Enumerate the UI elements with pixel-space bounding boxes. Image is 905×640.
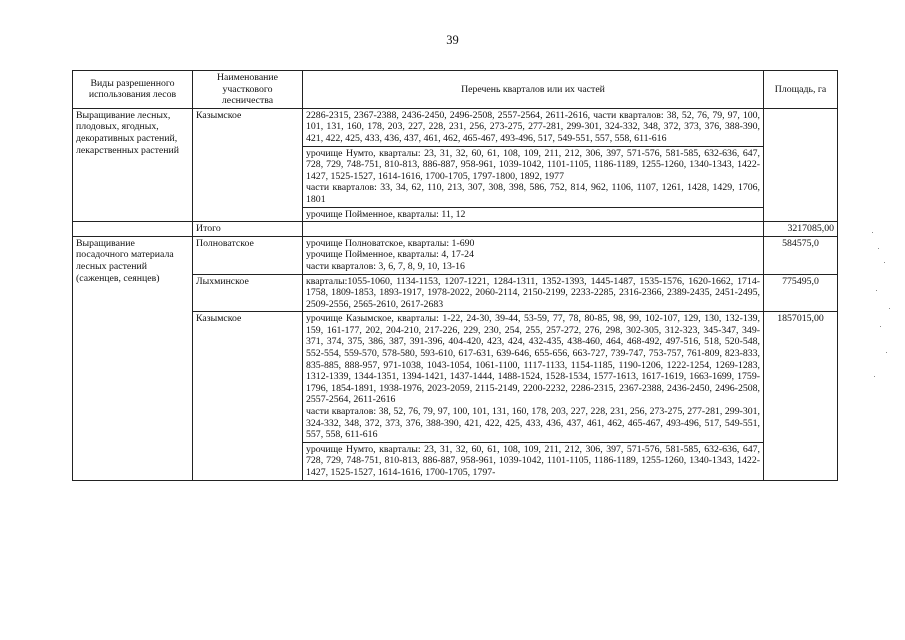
total-value: 3217085,00 xyxy=(764,222,838,237)
quarters-cell xyxy=(303,312,764,443)
polnovat-line-2: урочище Пойменное, кварталы: 4, 17-24 xyxy=(306,249,474,261)
table-row xyxy=(73,236,838,274)
quarters-cell: кварталы:1055-1060, 1134-1153, 1207-1221, 1284-1311, 1352-1393, 1445-1487, 1535-1576, 1620-1662, 1714-1758, 1809-1853, 1893-1917, 1978-2022, 2060-2114, 2150-2199, 2233-2285, 2316-2366, 2389-2435, 2451-2495, 2509-2556, 2565-2610, 2617-2683 xyxy=(303,274,764,312)
forestry-cell: Лыхминское xyxy=(193,274,303,312)
table-row xyxy=(73,108,838,146)
numto-quarters: урочище Нумто, кварталы: 23, 31, 32, 60, 61, 108, 109, 211, 212, 306, 397, 571-576, 581-585, 632-636, 647, 728, 729, 748-751, 810-813, 886-887, 958-961, 1039-1042, 1101-1105, 1186-1189, 1255-1260, 1340-1343, 1422-1427, 1525-1527, 1614-1616, 1700-1705, 1797-1800, 1892, 1977 xyxy=(306,147,760,182)
kazym-parts: части кварталов: 38, 52, 76, 79, 97, 100, 101, 131, 160, 178, 203, 227, 228, 231, 256, 273-275, 277-281, 299-301, 324-332, 348, 372, 373, 376, 388-390, 421, 422, 425, 433, 436, 437, 461, 462, 465-467, 493-496, 517, 549-551, 557, 558, 611-616 xyxy=(306,406,760,441)
polnovat-line-1: урочище Полноватское, кварталы: 1-690 xyxy=(306,237,475,249)
total-label: Итого xyxy=(193,222,303,237)
quarters-cell xyxy=(303,236,764,274)
total-row xyxy=(73,222,838,237)
kazym-quarters: урочище Казымское, кварталы: 1-22, 24-30, 39-44, 53-59, 77, 78, 80-85, 98, 99, 102-107, 129, 130, 132-139, 159, 161-177, 202, 204-210, 217-226, 229, 230, 254, 255, 257-272, 276, 298, 302-305, 312-323, 345-347, 349-371, 374, 375, 386, 387, 391-396, 404-420, 423, 424, 432-435, 438-460, 464, 468-492, 497-516, 518, 520-548, 552-554, 559-570, 578-580, 593-610, 617-631, 639-646, 655-656, 663-727, 739-747, 753-757, 761-809, 823-833, 835-885, 888-957, 971-1038, 1043-1054, 1061-1100, 1117-1133, 1154-1185, 1190-1206, 1222-1254, 1269-1283, 1312-1339, 1344-1351, 1394-1421, 1437-1444, 1488-1524, 1528-1534, 1577-1613, 1617-1619, 1663-1699, 1759-1796, 1854-1891, 1938-1976, 2023-2059, 2115-2149, 2200-2232, 2286-2315, 2367-2388, 2436-2450, 2496-2508, 2557-2564, 2611-2616 xyxy=(306,313,760,406)
quarters-cell: урочище Пойменное, кварталы: 11, 12 xyxy=(303,207,764,222)
table-header-row xyxy=(73,71,838,109)
forestry-cell: Казымское xyxy=(193,312,303,480)
forestry-cell: Казымское xyxy=(193,108,303,221)
area-cell: 1857015,00 xyxy=(764,312,838,480)
header-quarters: Перечень кварталов или их частей xyxy=(303,71,764,109)
header-use-type: Виды разрешенного использования лесов xyxy=(73,71,193,109)
total-quarters-cell xyxy=(303,222,764,237)
area-cell: 584575,0 xyxy=(764,236,838,274)
header-area: Площадь, га xyxy=(764,71,838,109)
area-cell xyxy=(764,108,838,221)
forest-use-table xyxy=(72,70,838,481)
forestry-cell: Полноватское xyxy=(193,236,303,274)
quarters-cell xyxy=(303,146,764,207)
use-type-cell: Выращивание лесных, плодовых, ягодных, декоративных растений, лекарственных растений xyxy=(73,108,193,221)
page-number: 39 xyxy=(446,33,459,47)
area-cell: 775495,0 xyxy=(764,274,838,312)
polnovat-line-3: части кварталов: 3, 6, 7, 8, 9, 10, 13-16 xyxy=(306,260,465,272)
use-type-cell: Выращивание посадочного материала лесных растений (саженцев, сеянцев) xyxy=(73,236,193,480)
header-forestry: Наименование участкового лесничества xyxy=(193,71,303,109)
quarters-cell: урочище Нумто, кварталы: 23, 31, 32, 60, 61, 108, 109, 211, 212, 306, 397, 571-576, 581-585, 632-636, 647, 728, 729, 748-751, 810-813, 886-887, 958-961, 1039-1042, 1101-1105, 1186-1189, 1255-1260, 1340-1343, 1422-1427, 1525-1527, 1614-1616, 1700-1705, 1797- xyxy=(303,442,764,480)
total-empty-cell xyxy=(73,222,193,237)
numto-parts: части кварталов: 33, 34, 62, 110, 213, 307, 308, 398, 586, 752, 814, 962, 1106, 1107, 1261, 1428, 1429, 1706, 1801 xyxy=(306,182,760,205)
quarters-cell: 2286-2315, 2367-2388, 2436-2450, 2496-2508, 2557-2564, 2611-2616, части кварталов: 38, 52, 76, 79, 97, 100, 101, 131, 160, 178, 203, 227, 228, 231, 256, 273-275, 277-281, 299-301, 324-332, 348, 372, 373, 376, 388-390, 421, 422, 425, 433, 436, 437, 461, 462, 465-467, 493-496, 517, 549-551, 557, 558, 611-616 xyxy=(303,108,764,146)
